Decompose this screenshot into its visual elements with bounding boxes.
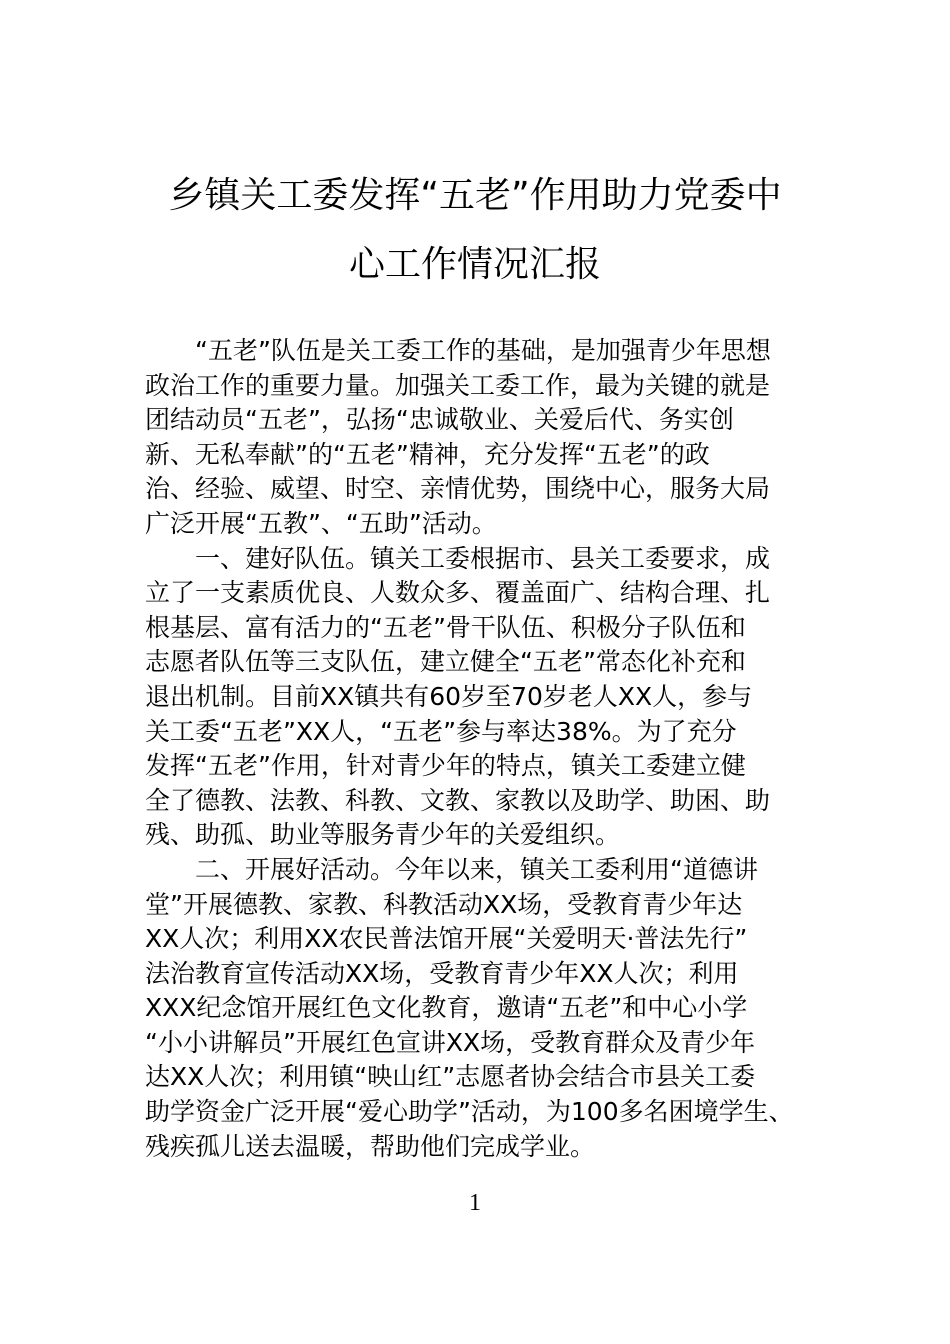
body-line: 新、无私奉献”的“五老”精神，充分发挥“五老”的政	[145, 439, 710, 469]
body-line: 堂”开展德教、家教、科教活动XX场，受教育青少年达	[145, 889, 743, 919]
body-line: 达XX人次；利用镇“映山红”志愿者协会结合市县关工委	[145, 1062, 756, 1092]
body-line: 广泛开展“五教”、“五助”活动。	[145, 508, 497, 538]
body-line: 残、助孤、助业等服务青少年的关爱组织。	[145, 820, 621, 850]
body-line: 残疾孤儿送去温暖，帮助他们完成学业。	[145, 1131, 596, 1161]
body-line: 全了德教、法教、科教、文教、家教以及助学、助困、助	[145, 785, 771, 815]
body-line: 助学资金广泛开展“爱心助学”活动，为100多名困境学生、	[145, 1097, 794, 1127]
body-line: 立了一支素质优良、人数众多、覆盖面广、结构合理、扎	[145, 578, 771, 608]
document-title-line-2: 心工作情况汇报	[348, 244, 601, 285]
body-line: XX人次；利用XX农民普法馆开展“关爱明天·普法先行”	[145, 924, 748, 954]
body-line: 法治教育宣传活动XX场，受教育青少年XX人次；利用	[145, 958, 739, 988]
body-line: 发挥“五老”作用，针对青少年的特点，镇关工委建立健	[145, 751, 746, 781]
document-title-line-1: 乡镇关工委发挥“五老”作用助力党委中	[168, 175, 782, 216]
body-line: “小小讲解员”开展红色宣讲XX场，受教育群众及青少年	[145, 1027, 756, 1057]
body-line: 治、经验、威望、时空、亲情优势，围绕中心，服务大局	[145, 474, 771, 504]
body-line: 政治工作的重要力量。加强关工委工作，最为关键的就是	[145, 370, 771, 400]
body-line: “五老”队伍是关工委工作的基础，是加强青少年思想	[195, 336, 771, 365]
body-line: 一、建好队伍。镇关工委根据市、县关工委要求，成	[195, 543, 771, 573]
body-line: 退出机制。目前XX镇共有60岁至70岁老人XX人，参与	[145, 681, 753, 711]
body-line: 志愿者队伍等三支队伍，建立健全“五老”常态化补充和	[145, 647, 746, 677]
document-body	[145, 334, 845, 1164]
body-line: 根基层、富有活力的“五老”骨干队伍、积极分子队伍和	[145, 612, 746, 642]
body-line: 关工委“五老”XX人，“五老”参与率达38%。为了充分	[145, 716, 737, 746]
body-line: XXX纪念馆开展红色文化教育，邀请“五老”和中心小学	[145, 993, 748, 1023]
page-number: 1	[469, 1190, 481, 1216]
body-line: 团结动员“五老”，弘扬“忠诚敬业、关爱后代、务实创	[145, 405, 734, 435]
body-line: 二、开展好活动。今年以来，镇关工委利用“道德讲	[195, 854, 758, 884]
